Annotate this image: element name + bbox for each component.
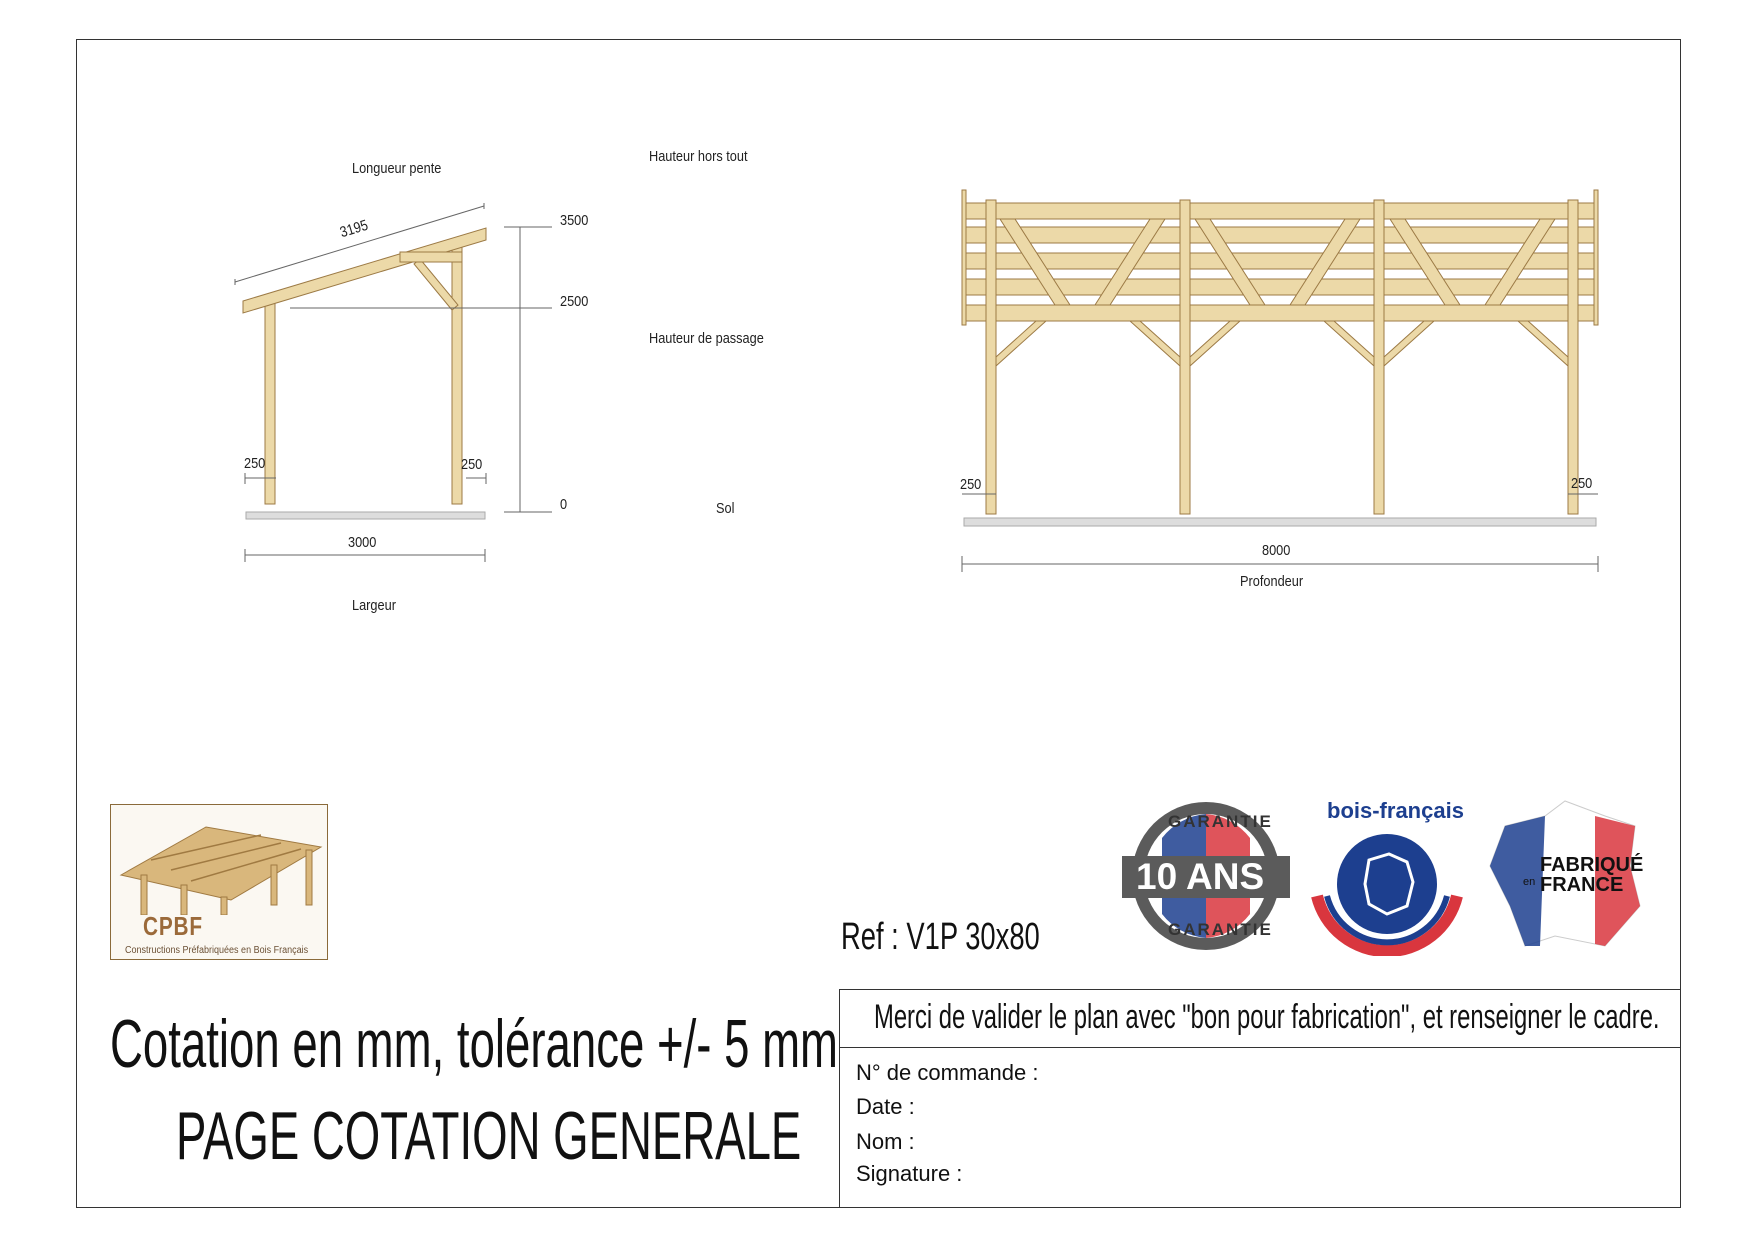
depth-label: Profondeur bbox=[1240, 573, 1304, 590]
date-field[interactable]: Date : bbox=[856, 1094, 915, 1119]
bois-francais-text: bois-français bbox=[1327, 798, 1464, 823]
cartouche-divider bbox=[840, 1047, 1681, 1048]
name-field[interactable]: Nom : bbox=[856, 1129, 915, 1154]
warranty-top-text: GARANTIE bbox=[1168, 812, 1273, 831]
post-left bbox=[265, 302, 275, 504]
front-post-2 bbox=[1180, 200, 1190, 514]
board-2 bbox=[966, 227, 1594, 243]
front-post-3 bbox=[1374, 200, 1384, 514]
warranty-bottom-text: GARANTIE bbox=[1168, 920, 1273, 939]
brace bbox=[414, 259, 458, 310]
width-label: Largeur bbox=[352, 597, 396, 614]
front-post-right-width: 250 bbox=[1571, 475, 1593, 492]
logo-tagline: Constructions Préfabriquées en Bois Français bbox=[125, 945, 309, 956]
logo-name: CPBF bbox=[143, 911, 203, 941]
bois-francais-badge bbox=[1309, 796, 1465, 956]
validation-cartouche bbox=[839, 989, 1681, 1208]
post-right-width: 250 bbox=[461, 456, 483, 473]
height-2500: 2500 bbox=[560, 293, 589, 310]
signature-field[interactable]: Signature : bbox=[856, 1161, 963, 1186]
fabrique-en-france-badge bbox=[1485, 796, 1647, 954]
side-view bbox=[243, 228, 486, 519]
front-view bbox=[962, 190, 1598, 526]
post-left-width: 250 bbox=[244, 455, 266, 472]
height-3500: 3500 bbox=[560, 212, 589, 229]
board-1 bbox=[966, 203, 1594, 219]
depth-value: 8000 bbox=[1262, 542, 1291, 559]
board-3 bbox=[966, 253, 1594, 269]
height-0: 0 bbox=[560, 496, 568, 513]
front-post-1 bbox=[986, 200, 996, 514]
front-post-left-width: 250 bbox=[960, 476, 982, 493]
carport-logo-illustration bbox=[111, 805, 326, 915]
warranty-main-text: 10 ANS bbox=[1136, 856, 1265, 897]
board-5 bbox=[966, 305, 1594, 321]
slope-length-value: 3195 bbox=[338, 216, 371, 242]
order-number-field[interactable]: N° de commande : bbox=[856, 1060, 1039, 1085]
fabrique-line2: FRANCE bbox=[1540, 874, 1624, 896]
product-reference: Ref : V1P 30x80 bbox=[841, 916, 1040, 958]
slope-length-label: Longueur pente bbox=[352, 160, 442, 177]
warranty-badge bbox=[1122, 798, 1290, 954]
width-value: 3000 bbox=[348, 534, 377, 551]
tolerance-note: Cotation en mm, tolérance +/- 5 mm bbox=[110, 1006, 838, 1082]
fabrique-en: en bbox=[1523, 876, 1536, 888]
overall-height-label: Hauteur hors tout bbox=[649, 148, 748, 165]
front-view-dimensions bbox=[962, 494, 1598, 572]
page-title: PAGE COTATION GENERALE bbox=[176, 1098, 802, 1174]
ground-bar-front bbox=[964, 518, 1596, 526]
validation-message: Merci de valider le plan avec "bon pour fabrication", et renseigner le cadre. bbox=[874, 998, 1660, 1036]
fabrique-line1: FABRIQUÉ bbox=[1540, 854, 1644, 876]
ground-label: Sol bbox=[716, 500, 735, 517]
ground-bar bbox=[246, 512, 485, 519]
edge-left bbox=[962, 190, 966, 325]
front-post-4 bbox=[1568, 200, 1578, 514]
beam bbox=[400, 252, 462, 262]
passage-height-label: Hauteur de passage bbox=[649, 330, 764, 347]
company-logo bbox=[110, 804, 328, 960]
edge-right bbox=[1594, 190, 1598, 325]
